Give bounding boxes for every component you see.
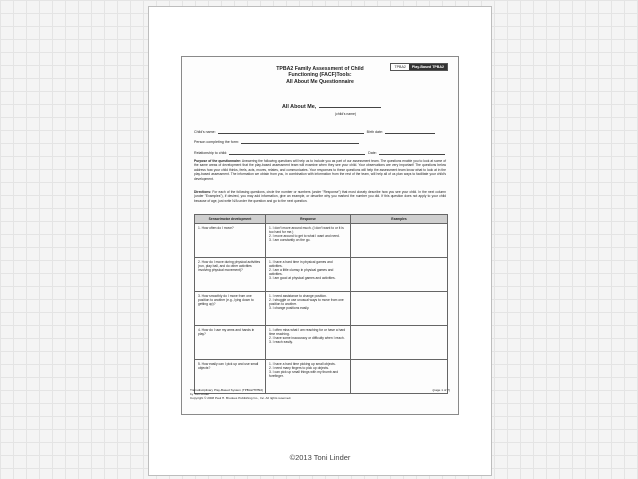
table-row	[195, 224, 448, 258]
date-line	[379, 150, 445, 155]
response-option: 1. I have a hard time in physical games and activities.	[269, 260, 333, 269]
question-cell: 2. How do I move during physical activities (run, play ball, and do other activities involving physical movement)?	[195, 258, 266, 292]
badge-left: TPBA2	[391, 64, 408, 70]
directions-text: For each of the following questions, circle the number or numbers (under "Response") that most closely describe how you see your child. In the next column (under "Examples"), if desired, you may add information, give an example, or describe why you marked the number you did. If this question does not apply to your child because of age, just write N/A under the question and go to the next question.	[194, 190, 446, 203]
relationship-label: Relationship to child:	[194, 151, 228, 155]
response-option: 2. I am a little clumsy in physical games and activities.	[269, 268, 334, 277]
response-cell	[266, 224, 351, 258]
about-me-label: All About Me,	[282, 104, 317, 110]
response-cell	[266, 292, 351, 326]
title-line: All About Me Questionnaire	[286, 78, 354, 85]
question-cell: 5. How easily can I pick up and use small objects?	[195, 360, 266, 394]
response-option: 3. I can pick up small things with my thumb and forefinger.	[269, 370, 339, 379]
child-name-field	[194, 129, 435, 134]
child-name-line	[218, 129, 364, 134]
relationship-field	[194, 150, 445, 155]
person-label: Person completing the form:	[194, 140, 239, 144]
child-name-label: Child's name:	[194, 130, 216, 134]
response-option: 2. I have some inaccuracy or difficulty when I reach.	[269, 336, 345, 341]
response-cell	[266, 326, 351, 360]
purpose-paragraph	[194, 159, 446, 181]
relationship-line	[229, 150, 365, 155]
person-completing-field	[194, 139, 359, 144]
slide-copyright-caption: ©2013 Toni Linder	[289, 453, 351, 462]
purpose-label: Purpose of the questionnaire:	[194, 159, 242, 163]
person-line	[241, 139, 359, 144]
column-header: Examples	[351, 215, 448, 224]
table-row	[195, 292, 448, 326]
examples-cell	[351, 258, 448, 292]
document-footer	[190, 388, 450, 400]
footer-line: by Toni Linder	[190, 392, 210, 396]
response-option: 1. I need assistance to change position.	[269, 294, 327, 298]
response-option: 2. I move around to get to what I want and need.	[269, 234, 340, 239]
directions-paragraph	[194, 190, 446, 203]
date-label: Date:	[368, 151, 377, 155]
title-line: Functioning (FACF)Tools:	[288, 72, 352, 79]
birth-date-line	[385, 129, 435, 134]
table-row	[195, 258, 448, 292]
name-blank-line	[319, 107, 381, 108]
column-header: Response	[266, 215, 351, 224]
footer-line: Copyright © 2008 Paul H. Brookes Publishing Co., Inc. All rights reserved.	[190, 396, 292, 400]
examples-cell	[351, 292, 448, 326]
questionnaire-document	[181, 56, 459, 415]
response-option: 3. I am constantly on the go.	[269, 238, 311, 243]
response-option: 1. I don't move around much. (I don't want to or it is too hard for me.)	[269, 226, 344, 235]
page-number: (page 1 of 7)	[432, 388, 450, 392]
examples-cell	[351, 326, 448, 360]
response-option: 2. I need many fingers to pick up objects.	[269, 366, 329, 371]
response-cell	[266, 258, 351, 292]
response-option: 1. I often miss what I am reaching for or have a hard time reaching.	[269, 328, 346, 337]
about-me-heading	[282, 104, 381, 110]
response-option: 3. I change positions easily.	[269, 306, 310, 311]
question-cell: 1. How often do I move?	[195, 224, 266, 258]
questionnaire-table	[194, 214, 448, 394]
table-row	[195, 326, 448, 360]
birth-date-label: Birth date:	[366, 130, 384, 134]
childs-name-caption: (child's name)	[335, 112, 356, 116]
badge-right: Play-Based TPBA2	[409, 64, 447, 70]
column-header: Sensorimotor development	[195, 215, 266, 224]
examples-cell	[351, 224, 448, 258]
response-option: 1. I have a hard time picking up small objects.	[269, 362, 336, 366]
purpose-text: Answering the following questions will help us to include you as part of our assessment team. The questions enable you to look at some of the same areas of development that the play-based assessment team will examine when they see your child. Your observations are very important! The questions below address how your child thinks, feels, acts, moves, relates, and communicates. Your responses to these questions will help the assessment team know what to look at in the play-based assessment. The information we obtain from you, in combination with information from the rest of the team, will help all of us plan ways to facilitate your child's development.	[194, 159, 447, 181]
response-option: 2. I struggle or use unusual ways to move from one position to another.	[269, 298, 344, 307]
response-option: 3. I am good at physical games and activities.	[269, 276, 336, 281]
question-cell: 4. How do I use my arms and hands in play?	[195, 326, 266, 360]
document-title	[182, 66, 458, 85]
response-option: 3. I reach easily.	[269, 340, 293, 345]
question-cell: 3. How smoothly do I move from one position to another (e.g., lying down to getting up)?	[195, 292, 266, 326]
footer-line: Transdisciplinary Play-Based System (TPBA2/TPBI2)	[190, 388, 264, 392]
directions-label: Directions:	[194, 190, 212, 194]
title-line: TPBA2 Family Assessment of Child	[276, 66, 364, 72]
slide-frame	[148, 6, 492, 476]
